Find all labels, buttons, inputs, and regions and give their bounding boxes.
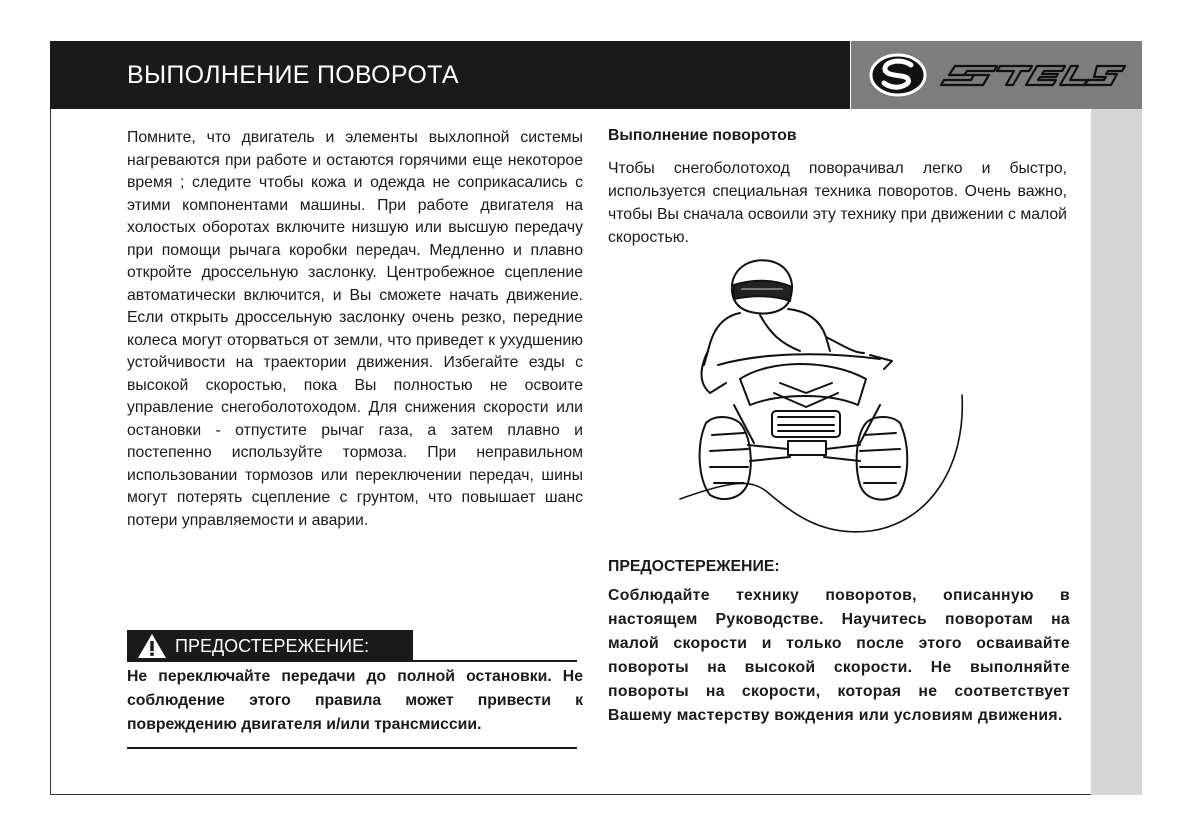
warning-label: ПРЕДОСТЕРЕЖЕНИЕ:	[175, 636, 370, 656]
warning-heading	[127, 630, 577, 662]
section-title: Выполнение поворотов	[608, 127, 797, 144]
warning-label-box	[127, 630, 413, 662]
brand-logo	[851, 41, 1142, 109]
right-body-text: Чтобы снегоболотоход поворачивал легко и быстро, используется специальная техника поворотов. Очень важно, чтобы Вы сначала освоили эту технику при движении с малой скоростью.	[608, 160, 1067, 246]
warning-text: Не переключайте передачи до полной остановки. Не соблюдение этого правила может привести к повреждению двигателя и/или трансмиссии.	[127, 668, 583, 733]
atv-turning-illustration	[670, 255, 980, 545]
left-body-text: Помните, что двигатель и элементы выхлопной системы нагреваются при работе и остаются горячими еще некоторое время ; следите чтобы кожа и одежда не соприкасались с этими компонентами машины. При работе двигателя на холостых оборотах включите низшую или высшую передачу при помощи рычага коробки передач. Медленно и плавно откройте дроссельную заслонку. Центробежное сцепление автоматически включится, и Вы сможете начать движение. Если открыть дроссельную заслонку очень резко, передние колеса могут оторваться от земли, что приведет к ухудшению устойчивости на траектории движения. Избегайте езды с высокой скоростью, пока Вы полностью не освоите управление снегоболотоходом. Для снижения скорости или остановки - отпустите рычаг газа, а затем плавно и постепенно используйте тормоза. При неправильном использовании тормозов или переключении передач, шины могут потерять сцепление с грунтом, что повышает шанс потери управляемости и аварии.	[127, 129, 583, 529]
warning-bottom-rule	[127, 747, 577, 749]
caution-title: ПРЕДОСТЕРЕЖЕНИЕ:	[608, 558, 780, 575]
page-title: ВЫПОЛНЕНИЕ ПОВОРОТА	[127, 61, 459, 89]
stels-logo-icon	[851, 41, 1142, 109]
warning-triangle-icon	[137, 633, 167, 659]
side-strip	[1091, 109, 1142, 795]
frame-left-border	[50, 109, 51, 795]
frame-bottom-border	[50, 794, 1091, 795]
warning-rule	[413, 660, 577, 662]
caution-text: Соблюдайте технику поворотов, описанную в настоящем Руководстве. Научитесь поворотам на малой скорости и только после этого осваивайте повороты на высокой скорости. Не выполняйте повороты на скорости, которая не соответствует Вашему мастерству вождения или условиям движения.	[608, 587, 1070, 724]
